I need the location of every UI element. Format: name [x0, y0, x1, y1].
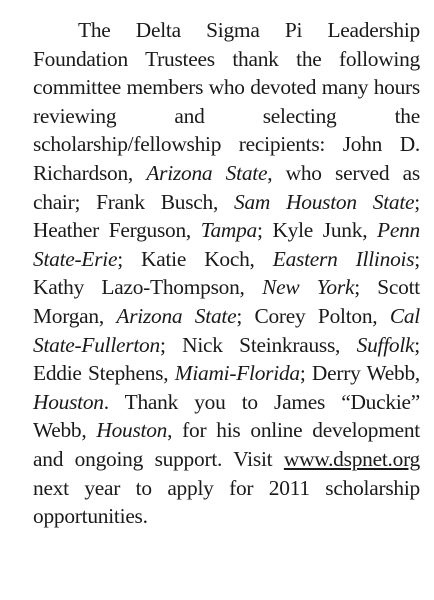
- website-link[interactable]: www.dspnet.org: [283, 446, 420, 471]
- text-run: ; Nick Steinkrauss,: [159, 332, 357, 357]
- school-name: Cal State-Fullerton: [33, 303, 420, 357]
- text-run: , who served as chair; Frank Busch,: [33, 160, 421, 214]
- school-name: New York: [262, 275, 355, 300]
- school-name: Houston: [96, 418, 168, 443]
- school-name: Suffolk: [356, 332, 415, 357]
- school-name: Arizona State: [146, 160, 268, 185]
- text-run: next year to apply for 2011 scholarship opportunities.: [33, 475, 420, 529]
- school-name: Houston: [33, 389, 104, 414]
- text-run: ; Eddie Stephens,: [33, 332, 420, 386]
- text-run: ; Scott Morgan,: [33, 275, 421, 328]
- school-name: Sam Houston State: [234, 189, 415, 214]
- text-run: ; Katie Koch,: [117, 246, 273, 271]
- acknowledgement-paragraph: [33, 16, 420, 531]
- text-run: ; Heather Ferguson,: [33, 189, 420, 243]
- text-run: . Thank you to James “Duckie” Webb,: [33, 389, 420, 443]
- school-name: Eastern Illinois: [272, 246, 415, 271]
- school-name: Miami-Florida: [174, 361, 300, 386]
- school-name: Penn State-Erie: [33, 218, 420, 271]
- text-run: ; Corey Polton,: [236, 303, 390, 328]
- text-run: ; Derry Webb,: [299, 361, 420, 386]
- text-run: ; Kathy Lazo-Thompson,: [33, 246, 420, 300]
- text-run: The Delta Sigma Pi Leadership Foundation Trustees thank the following committee members who devoted many hours reviewing and selecting the scholarship/fellowship recipients: John D. Richardson,: [33, 18, 420, 185]
- text-run: , for his online development and ongoing support. Visit: [33, 418, 420, 471]
- text-run: ; Kyle Junk,: [257, 218, 378, 243]
- school-name: Arizona State: [116, 303, 237, 328]
- school-name: Tampa: [200, 218, 257, 243]
